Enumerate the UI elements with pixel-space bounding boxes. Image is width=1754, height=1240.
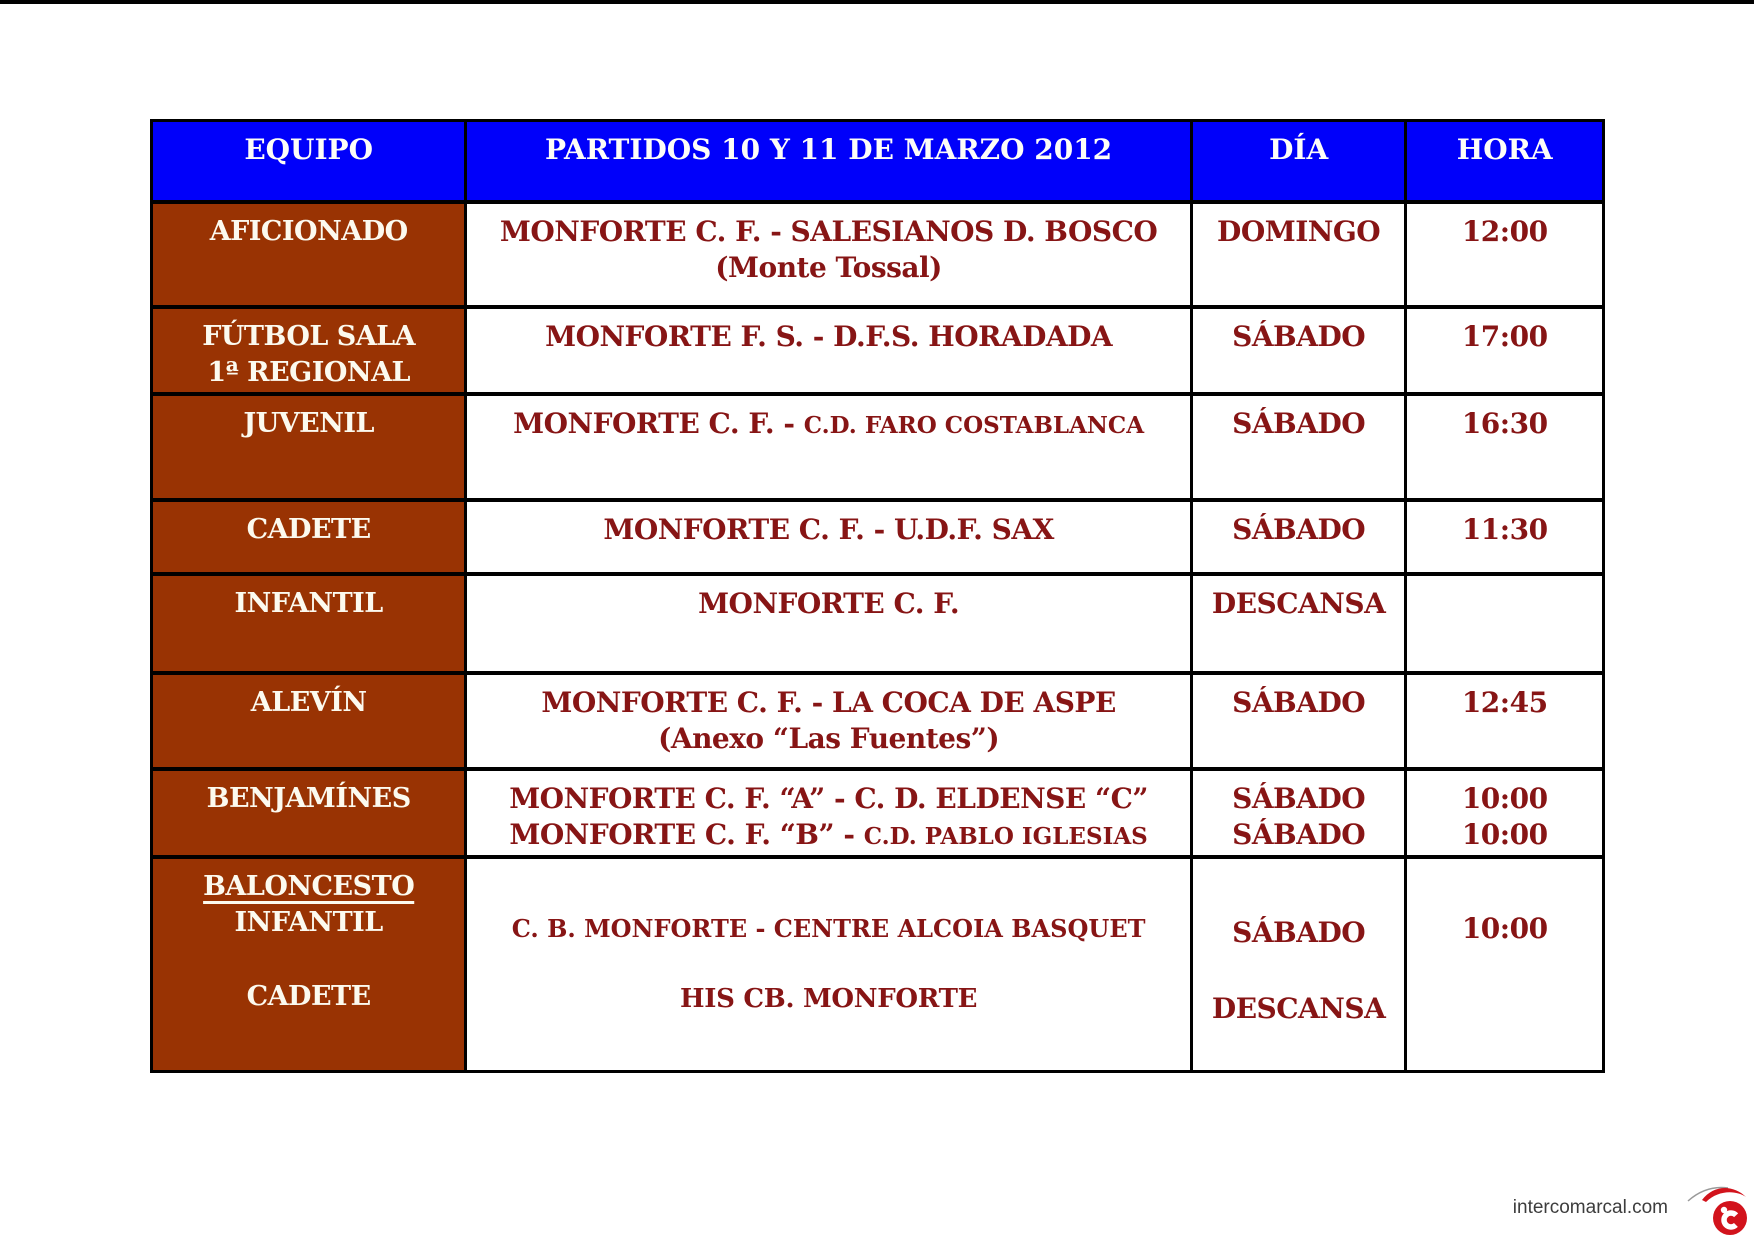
time-cell <box>1407 859 1602 1070</box>
time-cell <box>1407 309 1602 392</box>
time-cell <box>1407 204 1602 305</box>
day-label: SÁBADO <box>1232 320 1366 353</box>
time-label: 12:45 <box>1461 686 1548 719</box>
team-label: JUVENIL <box>243 408 374 439</box>
team-label: ALEVÍN <box>250 687 367 718</box>
time-label: 10:00 <box>1461 912 1548 945</box>
day-cell <box>1193 309 1408 392</box>
day-label: DESCANSA <box>1211 992 1386 1025</box>
time-label: 17:00 <box>1461 320 1548 353</box>
team-label: INFANTIL <box>234 588 383 619</box>
column-header-label: HORA <box>1456 133 1553 166</box>
column-header-equipo <box>153 122 467 200</box>
day-label: DOMINGO <box>1217 215 1381 248</box>
match-cell <box>467 204 1193 305</box>
top-edge-line <box>0 0 1754 4</box>
match-line: MONFORTE C. F. - SALESIANOS D. BOSCO <box>499 215 1158 248</box>
time-label: 10:00 <box>1461 818 1548 851</box>
section-label: BALONCESTO <box>203 871 415 902</box>
day-cell <box>1193 859 1408 1070</box>
table-header-row <box>153 122 1602 204</box>
match-cell <box>467 576 1193 671</box>
table-row-alevin <box>153 675 1602 771</box>
day-cell <box>1193 204 1408 305</box>
footer-site-label[interactable]: intercomarcal.com <box>1512 1197 1668 1218</box>
column-header-hora <box>1407 122 1602 200</box>
column-header-dia <box>1193 122 1408 200</box>
match-line: C. B. MONFORTE - CENTRE ALCOIA BASQUET <box>511 914 1146 943</box>
time-label: 16:30 <box>1461 407 1548 440</box>
schedule-table <box>150 119 1605 1073</box>
team-label: CADETE <box>246 514 371 545</box>
footer-watermark[interactable] <box>1513 1178 1750 1238</box>
match-home-part: MONFORTE C. F. - <box>513 407 804 440</box>
team-cell <box>153 204 467 305</box>
time-label: 11:30 <box>1461 513 1548 546</box>
day-label: SÁBADO <box>1232 818 1366 851</box>
team-label: AFICIONADO <box>209 216 408 247</box>
time-cell <box>1407 502 1602 572</box>
day-cell <box>1193 576 1408 671</box>
column-header-label: EQUIPO <box>244 133 374 166</box>
team-label: 1ª REGIONAL <box>207 357 410 388</box>
day-cell <box>1193 396 1408 498</box>
time-label: 12:00 <box>1461 215 1548 248</box>
match-line: MONFORTE F. S. - D.F.S. HORADADA <box>545 320 1113 353</box>
time-cell-empty <box>1407 576 1602 671</box>
time-label: 10:00 <box>1461 782 1548 815</box>
match-line: HIS CB. MONFORTE <box>680 984 978 1014</box>
team-label: CADETE <box>246 981 371 1012</box>
team-label: BENJAMÍNES <box>206 783 411 814</box>
day-label: DESCANSA <box>1211 587 1386 620</box>
match-line: MONFORTE C. F. “A” - C. D. ELDENSE “C” <box>509 782 1148 815</box>
day-label: SÁBADO <box>1232 782 1366 815</box>
table-row-futbol-sala <box>153 309 1602 396</box>
match-line <box>467 817 1190 855</box>
table-row-aficionado <box>153 204 1602 309</box>
table-row-juvenil <box>153 396 1602 502</box>
team-cell <box>153 675 467 767</box>
day-cell <box>1193 675 1408 767</box>
match-line: MONFORTE C. F. <box>698 587 960 620</box>
venue-line: (Anexo “Las Fuentes”) <box>658 722 1000 755</box>
match-cell <box>467 502 1193 572</box>
match-cell <box>467 396 1193 498</box>
team-cell <box>153 859 467 1070</box>
team-cell <box>153 576 467 671</box>
table-row-benjamines <box>153 771 1602 859</box>
time-cell <box>1407 396 1602 498</box>
match-line: MONFORTE C. F. - U.D.F. SAX <box>603 513 1054 546</box>
team-cell <box>153 771 467 855</box>
column-header-label: PARTIDOS 10 Y 11 DE MARZO 2012 <box>545 133 1113 166</box>
match-away-part: C.D. FARO COSTABLANCA <box>803 412 1145 439</box>
day-label: SÁBADO <box>1232 407 1366 440</box>
venue-line: (Monte Tossal) <box>715 251 942 284</box>
day-cell <box>1193 771 1408 855</box>
team-label: FÚTBOL SALA <box>202 321 416 352</box>
day-label: SÁBADO <box>1232 513 1366 546</box>
column-header-partidos <box>467 122 1193 200</box>
match-cell <box>467 771 1193 855</box>
table-row-infantil <box>153 576 1602 675</box>
day-label: SÁBADO <box>1232 916 1366 949</box>
table-row-cadete <box>153 502 1602 576</box>
column-header-label: DÍA <box>1269 133 1329 166</box>
match-line <box>467 406 1190 446</box>
intercomarcal-logo-icon <box>1674 1178 1750 1238</box>
team-cell <box>153 396 467 498</box>
match-cell <box>467 675 1193 767</box>
match-line: MONFORTE C. F. - LA COCA DE ASPE <box>541 686 1116 719</box>
team-label: INFANTIL <box>234 907 383 938</box>
time-cell <box>1407 771 1602 855</box>
team-cell <box>153 502 467 572</box>
day-label: SÁBADO <box>1232 686 1366 719</box>
match-home-part: MONFORTE C. F. “B” - <box>509 818 864 851</box>
table-row-baloncesto <box>153 859 1602 1070</box>
day-cell <box>1193 502 1408 572</box>
match-cell <box>467 309 1193 392</box>
team-cell <box>153 309 467 392</box>
match-away-part: C.D. PABLO IGLESIAS <box>863 823 1148 850</box>
match-cell <box>467 859 1193 1070</box>
time-cell <box>1407 675 1602 767</box>
